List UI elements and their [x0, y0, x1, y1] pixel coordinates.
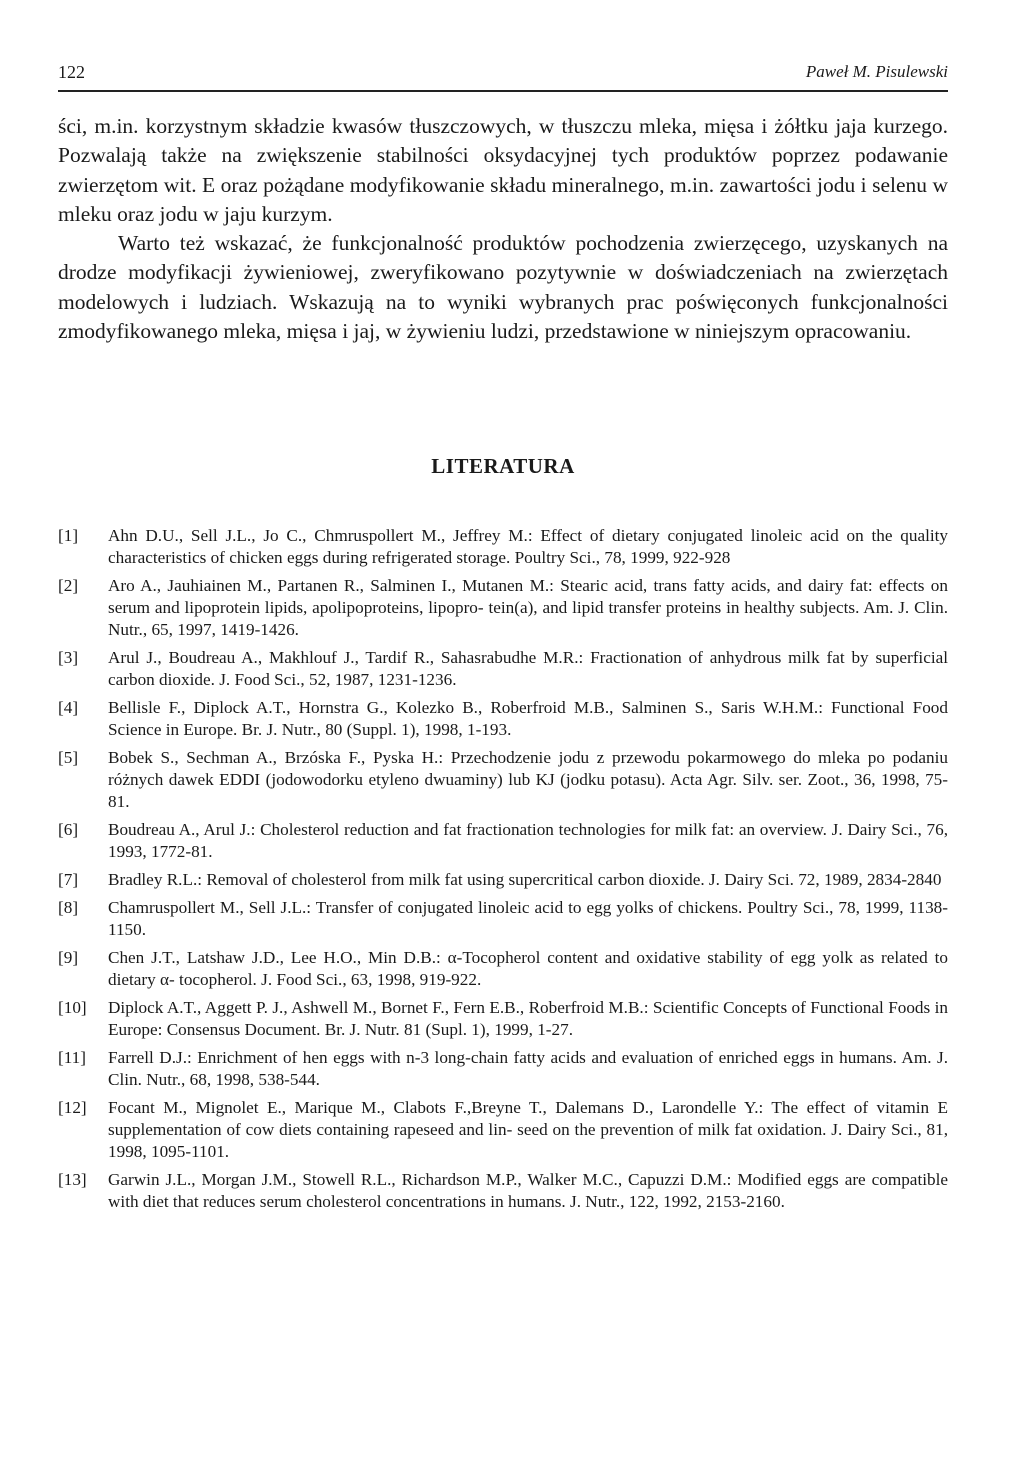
reference-number: [11]	[58, 1048, 86, 1067]
reference-item	[58, 869, 948, 891]
reference-number: [10]	[58, 998, 87, 1017]
reference-item	[58, 819, 948, 863]
reference-item	[58, 1047, 948, 1091]
reference-text: Boudreau A., Arul J.: Cholesterol reduction and fat fractionation technologies for milk fat: an overview. J. Dairy Sci., 76, 1993, 1772-81.	[108, 820, 948, 861]
reference-item	[58, 1097, 948, 1163]
reference-text: Bellisle F., Diplock A.T., Hornstra G., Kolezko B., Roberfroid M.B., Salminen S., Saris W.H.M.: Functional Food Science in Europe. Br. J. Nutr., 80 (Suppl. 1), 1998, 1-193.	[108, 698, 948, 739]
reference-number: [3]	[58, 648, 79, 667]
reference-text: Ahn D.U., Sell J.L., Jo C., Chmruspollert M., Jeffrey M.: Effect of dietary conjugated linoleic acid on the quality characteristics of chicken eggs during refrigerated storage. Poultry Sci., 78, 1999, 922-928	[108, 526, 948, 567]
reference-text: Chamruspollert M., Sell J.L.: Transfer of conjugated linoleic acid to egg yolks of chickens. Poultry Sci., 78, 1999, 1138-1150.	[108, 898, 948, 939]
reference-text: Bobek S., Sechman A., Brzóska F., Pyska H.: Przechodzenie jodu z przewodu pokarmowego do mleka po podaniu różnych dawek EDDI (jodowodorku etyleno dwuaminy) lub KJ (jodku potasu). Acta Agr. Silv. ser. Zoot., 36, 1998, 75-81.	[108, 748, 948, 811]
reference-text: Arul J., Boudreau A., Makhlouf J., Tardif R., Sahasrabudhe M.R.: Fractionation of anhydrous milk fat by superficial carbon dioxide. J. Food Sci., 52, 1987, 1231-1236.	[108, 648, 948, 689]
reference-number: [2]	[58, 576, 79, 595]
reference-item	[58, 525, 948, 569]
reference-number: [9]	[58, 948, 79, 967]
reference-text: Farrell D.J.: Enrichment of hen eggs with n-3 long-chain fatty acids and evaluation of enriched eggs in humans. Am. J. Clin. Nutr., 68, 1998, 538-544.	[108, 1048, 948, 1089]
reference-text: Diplock A.T., Aggett P. J., Ashwell M., Bornet F., Fern E.B., Roberfroid M.B.: Scientific Concepts of Functional Foods in Europe: Consensus Document. Br. J. Nutr. 81 (Supl. 1), 1999, 1-27.	[108, 998, 948, 1039]
reference-number: [12]	[58, 1098, 87, 1117]
reference-item	[58, 947, 948, 991]
page-number: 122	[58, 62, 85, 82]
running-header	[58, 62, 948, 92]
reference-item	[58, 1169, 948, 1213]
running-header-author: Paweł M. Pisulewski	[805, 62, 948, 81]
reference-item	[58, 897, 948, 941]
reference-list	[58, 525, 948, 1219]
reference-item	[58, 697, 948, 741]
reference-number: [8]	[58, 898, 79, 917]
reference-item	[58, 747, 948, 813]
reference-number: [6]	[58, 820, 79, 839]
reference-text: Focant M., Mignolet E., Marique M., Clabots F.,Breyne T., Dalemans D., Larondelle Y.: The effect of vitamin E supplementation of cow diets containing rapeseed and lin- seed on the prevention of milk fat oxidation. J. Dairy Sci., 81, 1998, 1095-1101.	[108, 1098, 948, 1161]
reference-number: [1]	[58, 526, 79, 545]
reference-item	[58, 997, 948, 1041]
reference-number: [4]	[58, 698, 79, 717]
reference-text: Aro A., Jauhiainen M., Partanen R., Salminen I., Mutanen M.: Stearic acid, trans fatty acids, and dairy fat: effects on serum and lipoprotein lipids, apolipoproteins, lipopro- tein(a), and lipid transfer proteins in healthy subjects. Am. J. Clin. Nutr., 65, 1997, 1419-1426.	[108, 576, 948, 639]
reference-number: [7]	[58, 870, 79, 889]
paragraph-continuation: ści, m.in. korzystnym składzie kwasów tłuszczowych, w tłuszczu mleka, mięsa i żółtku jaja kurzego. Pozwalają także na zwiększenie stabilności oksydacyjnej tych produktów poprzez podawanie zwierzętom wit. E oraz pożądane modyfikowanie składu mineralnego, m.in. zawartości jodu i selenu w mleku oraz jodu w jaju kurzym.	[58, 114, 948, 226]
references-heading: LITERATURA	[431, 454, 575, 478]
reference-number: [5]	[58, 748, 79, 767]
reference-item	[58, 575, 948, 641]
reference-text: Bradley R.L.: Removal of cholesterol from milk fat using supercritical carbon dioxide. J. Dairy Sci. 72, 1989, 2834-2840	[108, 870, 942, 889]
reference-item	[58, 647, 948, 691]
reference-text: Garwin J.L., Morgan J.M., Stowell R.L., Richardson M.P., Walker M.C., Capuzzi D.M.: Modified eggs are compatible with diet that reduces serum cholesterol concentrations in humans. J. Nutr., 122, 1992, 2153-2160.	[108, 1170, 948, 1211]
body-paragraphs	[58, 112, 948, 346]
reference-number: [13]	[58, 1170, 87, 1189]
reference-text: Chen J.T., Latshaw J.D., Lee H.O., Min D.B.: α-Tocopherol content and oxidative stability of egg yolk as related to dietary α- tocopherol. J. Food Sci., 63, 1998, 919-922.	[108, 948, 948, 989]
paragraph-conclusion: Warto też wskazać, że funkcjonalność produktów pochodzenia zwierzęcego, uzyskanych na drodze modyfikacji żywieniowej, zweryfikowano pozytywnie w doświadczeniach na zwierzętach modelowych i ludziach. Wskazują na to wyniki wybranych prac poświęconych funkcjonalności zmodyfikowanego mleka, mięsa i jaj, w żywieniu ludzi, przedstawione w niniejszym opracowaniu.	[58, 231, 948, 344]
